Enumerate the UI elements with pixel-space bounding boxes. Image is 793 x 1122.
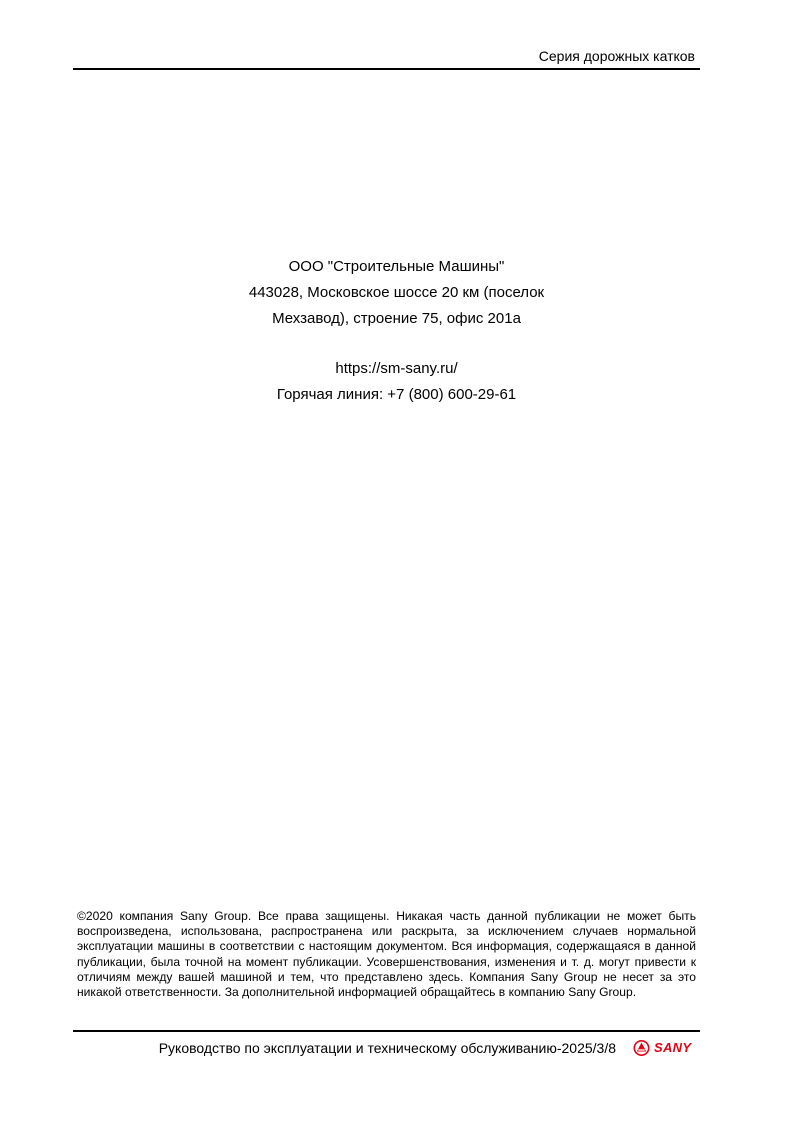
address-line-2: Мехзавод), строение 75, офис 201а [272,310,521,327]
website-link[interactable]: https://sm-sany.ru/ [335,360,458,377]
spacer [0,332,793,356]
footer-divider [73,1030,700,1032]
copyright-notice: ©2020 компания Sany Group. Все права защищены. Никакая часть данной публикации не может быть воспроизведена, использована, распространена или раскрыта, за исключением случаев нормальной эксплуатации машины в соответствии с настоящим документом. Вся информация, содержащаяся в данной публикации, была точной на момент публикации. Усовершенствования, изменения и т. д. могут привести к отличиям между вашей машиной и тем, что представлено здесь. Компания Sany Group не несет за это никакой ответственности. За дополнительной информацией обращайтесь в компанию Sany Group. [77,909,696,1000]
footer-title: Руководство по эксплуатации и техническому обслуживанию-2025/3/8 [158,1040,616,1056]
company-name: ООО "Строительные Машины" [288,258,505,275]
sany-emblem-icon [633,1040,650,1056]
sany-logo [633,1039,691,1057]
contact-block [0,254,793,408]
header-title: Серия дорожных катков [538,48,695,64]
hotline-text: Горячая линия: +7 (800) 600-29-61 [276,386,517,403]
sany-logo-text: SANY [654,1040,692,1055]
address-line-1: 443028, Московское шоссе 20 км (поселок [248,284,545,301]
header-divider [73,68,700,70]
